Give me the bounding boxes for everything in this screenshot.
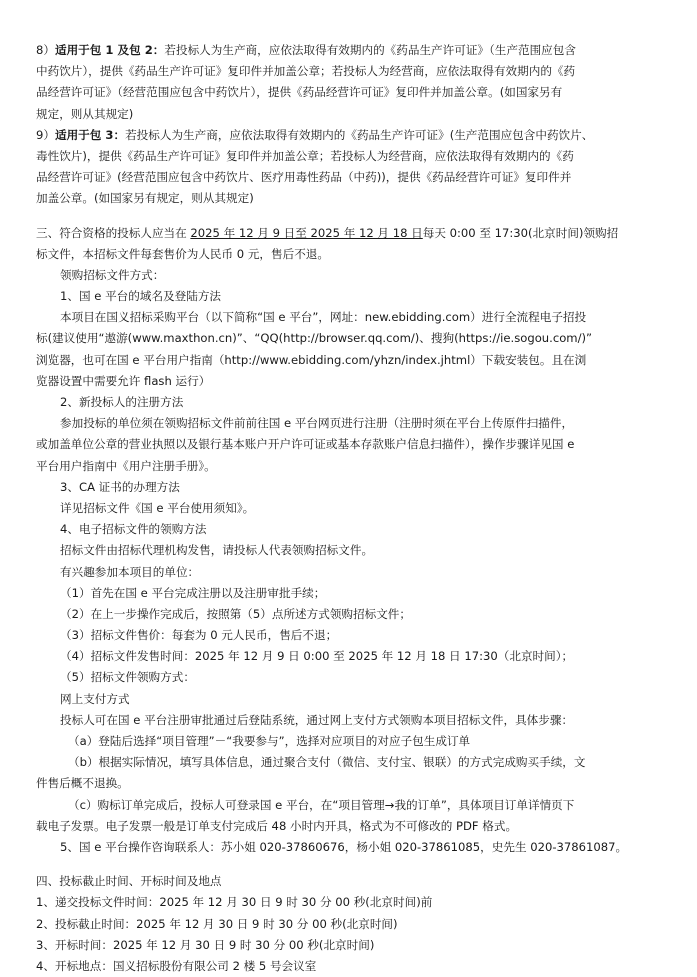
contact-line: 5、国 e 平台操作咨询联系人：苏小姐 020-37860676，杨小姐 020-37861085，史先生 020-37861087。 (60, 839, 628, 854)
online-step-c-line2: 载电子发票。电子发票一般是订单支付完成后 48 小时内开具，格式为不可修改的 PDF 格式。 (36, 818, 518, 833)
section3-sale-period: 2025 年 12 月 9 日至 2025 年 12 月 18 日 (190, 225, 423, 240)
para9-text: 若投标人为生产商，应依法取得有效期内的《药品生产许可证》(生产范围应包含中药饮片、 (125, 127, 594, 142)
subsection1-line4: 览器设置中需要允许 flash 运行） (36, 373, 211, 388)
subsection2-title: 2、新投标人的注册方法 (60, 395, 184, 409)
online-step-b-line1: （b）根据实际情况，填写具体信息，通过聚合支付（微信、支付宝、银联）的方式完成购买手续，文 (68, 755, 586, 770)
para8-title: 适用于包 1 及包 2： (54, 43, 165, 57)
subsection1-line1: 本项目在国义招标采购平台（以下简称“国 e 平台”，网址：new.ebidding.com）进行全流程电子招投 (60, 310, 587, 325)
subsection4-line2: 有兴趣参加本项目的单位： (60, 564, 200, 579)
step-item: （3）招标文件售价：每套为 0 元人民币，售后不退； (60, 628, 338, 643)
online-payment-intro: 投标人可在国 e 平台注册审批通过后登陆系统，通过网上支付方式领购本项目招标文件，具体步骤： (60, 712, 574, 727)
step-item: （2）在上一步操作完成后，按照第（5）点所述方式领购招标文件； (60, 606, 411, 621)
para9-line1 (36, 125, 672, 146)
section3-post: 每天 0:00 至 17:30(北京时间)领购招 (422, 225, 619, 240)
subsection2-line2: 或加盖单位公章的营业执照以及银行基本账户开户许可证或基本存款账户信息扫描件），操作步骤详见国 e (36, 437, 575, 452)
para8-line2: 中药饮片），提供《药品生产许可证》复印件并加盖公章；若投标人为经营商，应依法取得有效期内的《药 (36, 64, 576, 79)
subsection1-line2: 标(建议使用“遨游(www.maxthon.cn)”、“QQ(http://browser.qq.com/)、搜狗(https://ie.sogou.com/)” (36, 331, 593, 346)
subsection2-line3: 平台用户指南中《用户注册手册》。 (36, 458, 216, 473)
subsection4-title: 4、电子招标文件的领购方法 (60, 522, 207, 537)
section3-pre: 三、符合资格的投标人应当在 (36, 225, 191, 240)
section4-item: 3、开标时间：2025 年 12 月 30 日 9 时 30 分 00 秒(北京时间) (36, 937, 375, 952)
section4-item: 2、投标截止时间：2025 年 12 月 30 日 9 时 30 分 00 秒(北京时间) (36, 916, 398, 931)
section4-title: 四、投标截止时间、开标时间及地点 (36, 874, 222, 889)
section4-item: 1、递交投标文件时间：2025 年 12 月 30 日 9 时 30 分 00 秒(北京时间)前 (36, 895, 433, 910)
para8-line4: 规定，则从其规定) (36, 106, 134, 121)
online-step-a: （a）登陆后选择“项目管理”－“我要参与”，选择对应项目的对应子包生成订单 (68, 734, 471, 748)
para9-line2: 毒性饮片)，提供《药品生产许可证》复印件并加盖公章；若投标人为经营商，应依法取得有效期内的《药 (36, 148, 574, 163)
subsection2-line1: 参加投标的单位须在领购招标文件前前往国 e 平台网页进行注册（注册时须在平台上传原件扫描件， (60, 416, 574, 431)
online-step-c-line1: （c）购标订单完成后，投标人可登录国 e 平台，在“项目管理→我的订单”，具体项目订单详情页下 (68, 797, 575, 812)
step-item: （5）招标文件领购方式： (60, 670, 195, 685)
purchase-method-title: 领购招标文件方式： (60, 267, 165, 282)
subsection3-line: 详见招标文件《国 e 平台使用须知》。 (60, 500, 255, 515)
subsection1-title: 1、国 e 平台的域名及登陆方法 (60, 289, 222, 304)
para8-line3: 品经营许可证》（经营范围应包含中药饮片），提供《药品经营许可证》复印件并加盖公章。(如国家另有 (36, 85, 563, 100)
online-payment-title: 网上支付方式 (60, 691, 130, 706)
para9-title: 适用于包 3： (54, 127, 126, 142)
subsection3-title: 3、CA 证书的办理方法 (60, 479, 180, 494)
para9-line4: 加盖公章。(如国家另有规定，则从其规定) (36, 191, 254, 206)
step-item: （4）招标文件发售时间：2025 年 12 月 9 日 0:00 至 2025 年 12 月 18 日 17:30（北京时间）； (60, 649, 574, 664)
spacer (36, 210, 672, 223)
para8-text: 若投标人为生产商，应依法取得有效期内的《药品生产许可证》（生产范围应包含 (164, 43, 576, 57)
step-item: （1）首先在国 e 平台完成注册以及注册审批手续； (60, 585, 326, 600)
para9-number: 9） (36, 127, 55, 142)
para8-line1 (36, 40, 672, 61)
subsection4-line1: 招标文件由招标代理机构发售，请投标人代表领购招标文件。 (60, 543, 374, 558)
para8-number: 8） (36, 43, 55, 57)
section3-heading-line1 (36, 223, 672, 244)
para9-line3: 品经营许可证》(经营范围应包含中药饮片、医疗用毒性药品（中药))，提供《药品经营许可证》复印件并 (36, 170, 572, 185)
spacer (36, 858, 672, 871)
section4-item: 4、开标地点：国义招标股份有限公司 2 楼 5 号会议室 (36, 958, 317, 973)
section3-heading-line2: 标文件，本招标文件每套售价为人民币 0 元，售后不退。 (36, 246, 329, 261)
subsection1-line3: 浏览器，也可在国 e 平台用户指南（http://www.ebidding.com/yhzn/index.jhtml）下载安装包。且在浏 (36, 352, 587, 367)
online-step-b-line2: 件售后概不退换。 (36, 776, 129, 791)
